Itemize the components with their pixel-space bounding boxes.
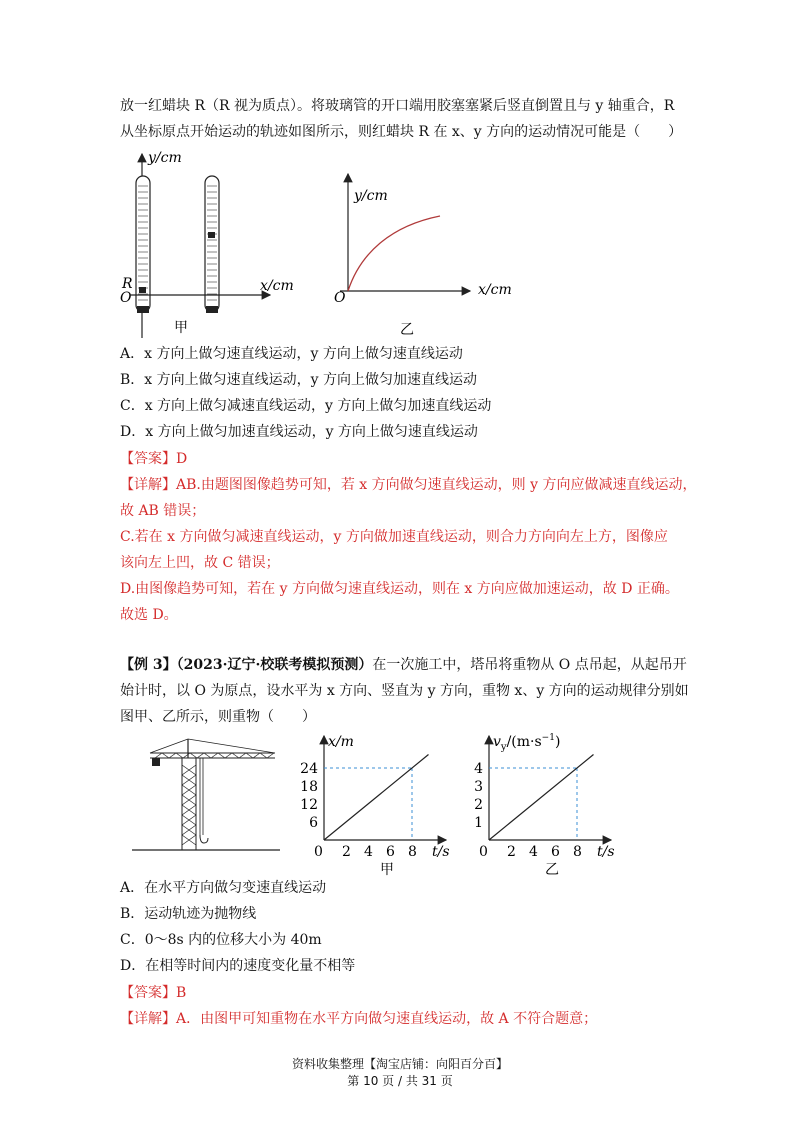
ex3-line3: 图甲、乙所示，则重物（ ）	[120, 709, 316, 725]
data-series-line	[489, 755, 594, 841]
fig2-o-label: O	[334, 290, 346, 306]
q1-explain-3: C.若在 x 方向做匀减速直线运动，y 方向做加速直线运动，则合力方向向左上方，图像应	[120, 529, 668, 545]
y-tick-label: 12	[300, 797, 318, 813]
tower-crane-figure	[130, 735, 290, 855]
x-tick-label: 8	[408, 844, 417, 860]
q1-explain-6: 故选 D。	[120, 607, 178, 623]
x-tick-label: 8	[573, 844, 582, 860]
figure-trajectory	[330, 166, 530, 356]
y-tick-label: 1	[474, 815, 483, 831]
fig1-caption: 甲	[174, 320, 188, 336]
question-intro-line2: 从坐标原点开始运动的轨迹如图所示，则红蜡块 R 在 x、y 方向的运动情况可能是（ ）	[120, 124, 683, 140]
x-tick-label: 4	[364, 844, 373, 860]
q2-answer: 【答案】B	[120, 985, 187, 1001]
q1-explain-1: 【详解】AB.由题图图像趋势可知，若 x 方向做匀速直线运动，则 y 方向应做减速直线运动，	[120, 477, 697, 493]
fig1-x-label: x/cm	[260, 278, 294, 294]
y-axis-label: $v_y/(m\cdot s^{-1})$	[493, 733, 561, 753]
fig1-o-label: O	[120, 290, 132, 306]
fig2-y-label: y/cm	[354, 188, 388, 204]
x-tick-label: 2	[507, 844, 516, 860]
fig1-r-label: R	[122, 276, 133, 292]
y-tick-label: 2	[474, 797, 483, 813]
q2-option-a: A．在水平方向做匀变速直线运动	[120, 880, 327, 896]
y-tick-label: 3	[474, 779, 483, 795]
q1-explain-5: D.由图像趋势可知，若在 y 方向做匀速直线运动，则在 x 方向应做加速运动，故 D 正确。	[120, 581, 679, 597]
y-tick-label: 4	[474, 761, 483, 777]
x-tick-label: 2	[342, 844, 351, 860]
x-axis-label: t/s	[597, 844, 615, 860]
x-tick-label: 6	[551, 844, 560, 860]
chart-vy-vs-t	[455, 728, 635, 878]
ex3-line1	[120, 655, 687, 675]
q2-explain-1: 【详解】A．由图甲可知重物在水平方向做匀速直线运动，故 A 不符合题意；	[120, 1011, 598, 1027]
q1-explain-2: 故 AB 错误；	[120, 503, 206, 519]
x-tick-label: 0	[314, 844, 323, 860]
q1-option-b: B．x 方向上做匀速直线运动，y 方向上做匀加速直线运动	[120, 372, 477, 388]
q1-explain-4: 该向左上凹，故 C 错误；	[120, 555, 280, 571]
y-tick-label: 6	[309, 815, 318, 831]
trajectory-curve	[348, 216, 440, 291]
q2-option-c: C．0～8s 内的位移大小为 40m	[120, 932, 322, 948]
x-tick-label: 4	[529, 844, 538, 860]
ex3-tag: 【例 3】	[120, 657, 177, 673]
q1-option-a: A．x 方向上做匀速直线运动，y 方向上做匀速直线运动	[120, 346, 463, 362]
chart-caption: 甲	[380, 862, 394, 878]
chart-caption: 乙	[545, 862, 559, 878]
x-tick-label: 6	[386, 844, 395, 860]
y-tick-label: 18	[300, 779, 318, 795]
data-series-line	[324, 755, 429, 841]
q1-option-c: C．x 方向上做匀减速直线运动，y 方向上做匀加速直线运动	[120, 398, 492, 414]
fig2-caption: 乙	[400, 322, 414, 338]
footer-page-number: 第 10 页 / 共 31 页	[347, 1074, 453, 1088]
q1-answer: 【答案】D	[120, 451, 188, 467]
figure-glass-tubes	[110, 146, 320, 346]
fig1-y-label: y/cm	[148, 150, 182, 166]
ex3-text-1: 在一次施工中，塔吊将重物从 O 点吊起，从起吊开	[372, 657, 687, 673]
q2-option-d: D．在相等时间内的速度变化量不相等	[120, 958, 356, 974]
x-tick-label: 0	[479, 844, 488, 860]
y-tick-label: 24	[300, 761, 318, 777]
q1-option-d: D．x 方向上做匀加速直线运动，y 方向上做匀速直线运动	[120, 424, 478, 440]
ex3-source: （2023·辽宁·校联考模拟预测）	[176, 657, 373, 673]
question-intro-line1: 放一红蜡块 R（R 视为质点）。将玻璃管的开口端用胶塞塞紧后竖直倒置且与 y 轴重合，R	[120, 98, 675, 114]
ex3-line2: 始计时，以 O 为原点，设水平为 x 方向、竖直为 y 方向，重物 x、y 方向的运动规律分别如	[120, 683, 689, 699]
y-axis-label: x/m	[328, 734, 354, 750]
q2-option-b: B．运动轨迹为抛物线	[120, 906, 257, 922]
fig2-x-label: x/cm	[478, 282, 512, 298]
chart-x-vs-t	[290, 728, 470, 878]
x-axis-label: t/s	[432, 844, 450, 860]
footer-shop: 资料收集整理【淘宝店铺：向阳百分百】	[291, 1057, 508, 1071]
